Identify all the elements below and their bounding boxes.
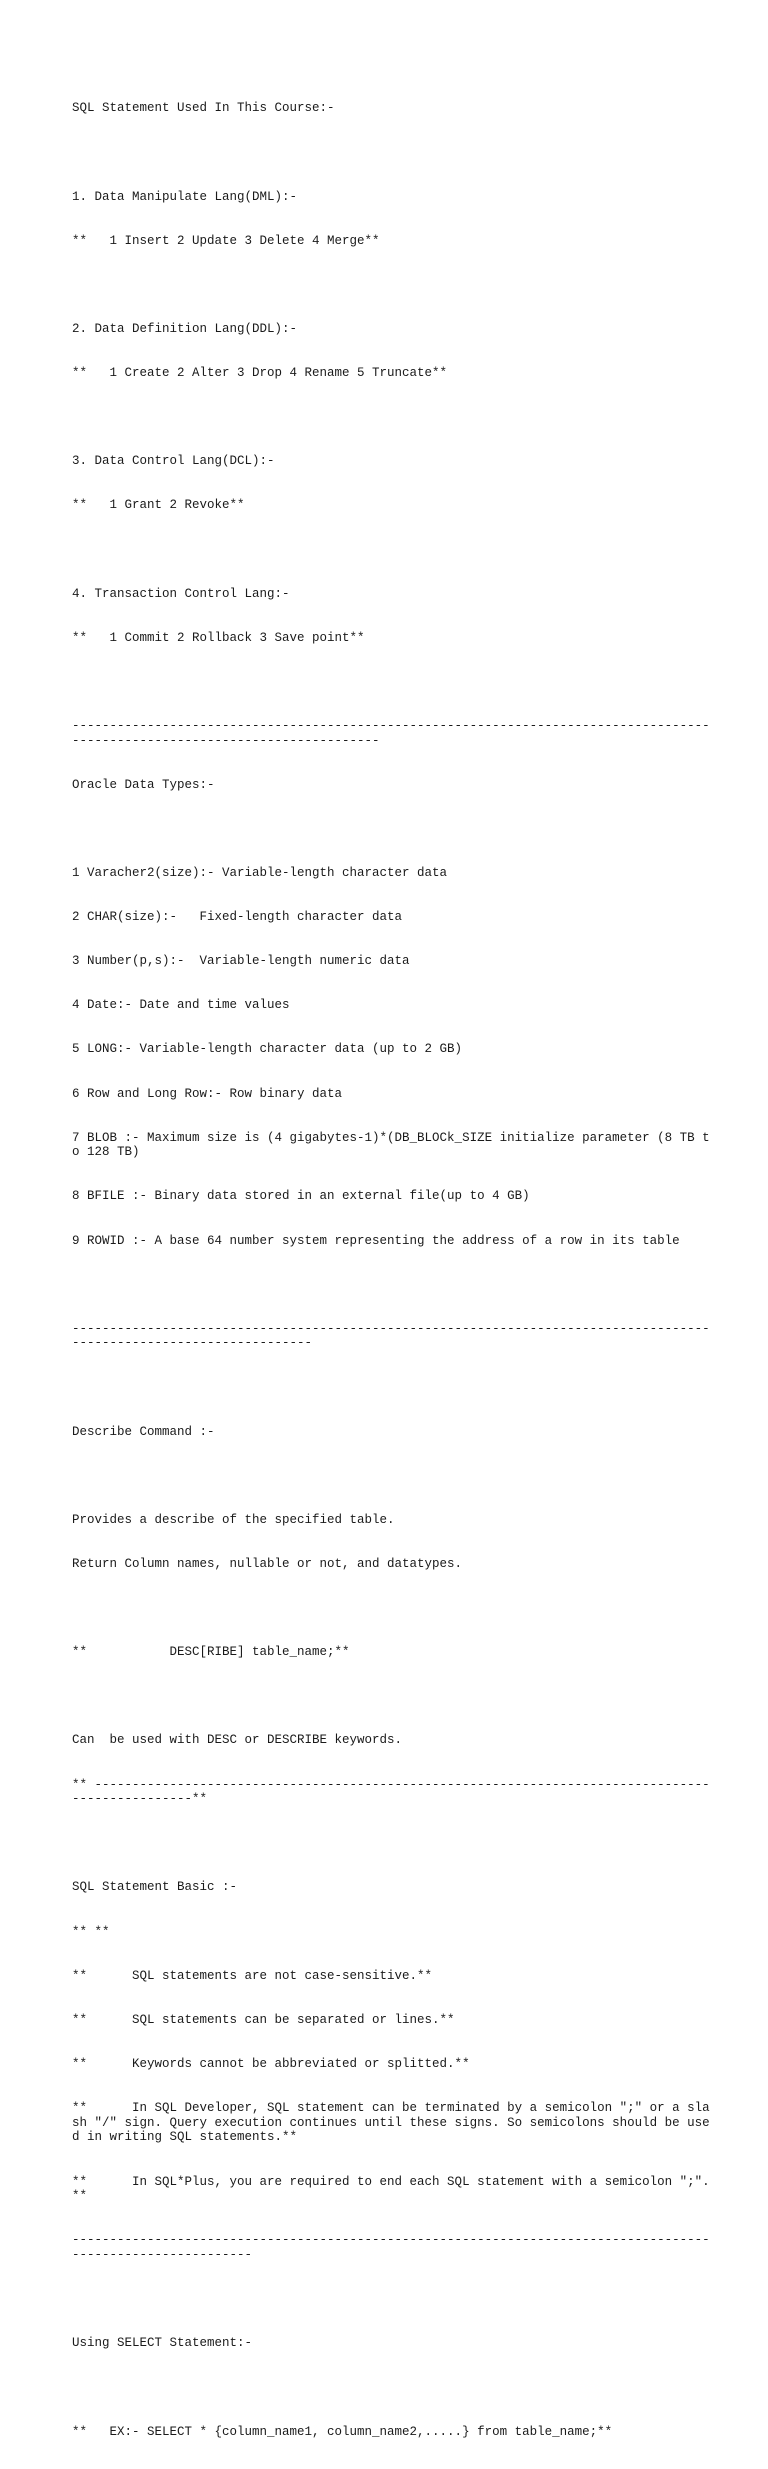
data-type-item: 7 BLOB :- Maximum size is (4 gigabytes-1)*(DB_BLOCk_SIZE initialize parameter (8 TB to 128 TB)	[72, 1130, 710, 1160]
section-heading-select: Using SELECT Statement:-	[72, 2336, 253, 2351]
data-type-item: 2 CHAR(size):- Fixed-length character data	[72, 910, 403, 925]
section-heading-basics: SQL Statement Basic :-	[72, 1880, 238, 1895]
section-heading-sql-statements: SQL Statement Used In This Course:-	[72, 101, 335, 116]
blank-line	[72, 2380, 712, 2395]
document-text	[72, 72, 712, 2469]
tcl-heading: 4. Transaction Control Lang:-	[72, 586, 290, 601]
basics-item: ** In SQL Developer, SQL statement can be terminated by a semicolon ";" or a slash "/" sign. Query execution continues until these signs. So semicolons should be used in writing SQL statements.**	[72, 2101, 710, 2145]
data-type-item: 6 Row and Long Row:- Row binary data	[72, 1086, 343, 1101]
blank-line	[72, 278, 712, 293]
blank-line	[72, 1836, 712, 1851]
separator-line: ------------------------------------------------------------------------------------------------------------------------------	[72, 718, 710, 748]
blank-line	[72, 1381, 712, 1396]
blank-line	[72, 822, 712, 837]
blank-line	[72, 410, 712, 425]
tcl-items: ** 1 Commit 2 Rollback 3 Save point**	[72, 630, 365, 645]
blank-line	[72, 543, 712, 558]
basics-marker: ** **	[72, 1924, 110, 1939]
dcl-items: ** 1 Grant 2 Revoke**	[72, 498, 245, 513]
blank-line	[72, 146, 712, 161]
describe-syntax: ** DESC[RIBE] table_name;**	[72, 1645, 350, 1660]
data-type-item: 1 Varacher2(size):- Variable-length character data	[72, 865, 448, 880]
data-type-item: 9 ROWID :- A base 64 number system representing the address of a row in its table	[72, 1233, 680, 1248]
section-heading-describe: Describe Command :-	[72, 1424, 215, 1439]
basics-item: ** SQL statements are not case-sensitive.**	[72, 1968, 433, 1983]
basics-item: ** Keywords cannot be abbreviated or splitted.**	[72, 2056, 470, 2071]
blank-line	[72, 675, 712, 690]
separator-line: ** --------------------------------------------------------------------------------------------------**	[72, 1777, 710, 1807]
ddl-heading: 2. Data Definition Lang(DDL):-	[72, 321, 298, 336]
describe-note: Can be used with DESC or DESCRIBE keywords.	[72, 1733, 403, 1748]
blank-line	[72, 1601, 712, 1616]
basics-item: ** In SQL*Plus, you are required to end each SQL statement with a semicolon ";".**	[72, 2174, 710, 2204]
data-type-item: 4 Date:- Date and time values	[72, 998, 290, 1013]
blank-line	[72, 1689, 712, 1704]
dml-heading: 1. Data Manipulate Lang(DML):-	[72, 189, 298, 204]
basics-item: ** SQL statements can be separated or lines.**	[72, 2012, 455, 2027]
blank-line	[72, 2292, 712, 2307]
describe-text: Provides a describe of the specified table.	[72, 1512, 395, 1527]
data-type-item: 5 LONG:- Variable-length character data (up to 2 GB)	[72, 1042, 463, 1057]
separator-line: ---------------------------------------------------------------------------------------------------------------------	[72, 1321, 710, 1351]
separator-line: -------------------------------------------------------------------------------------------------------------	[72, 2233, 710, 2263]
blank-line	[72, 1469, 712, 1484]
describe-text: Return Column names, nullable or not, and datatypes.	[72, 1557, 463, 1572]
data-type-item: 3 Number(p,s):- Variable-length numeric data	[72, 954, 410, 969]
select-example: ** EX:- SELECT * {column_name1, column_name2,.....} from table_name;**	[72, 2424, 613, 2439]
dcl-heading: 3. Data Control Lang(DCL):-	[72, 454, 275, 469]
data-type-item: 8 BFILE :- Binary data stored in an external file(up to 4 GB)	[72, 1189, 530, 1204]
section-heading-data-types: Oracle Data Types:-	[72, 777, 215, 792]
blank-line	[72, 1278, 712, 1293]
dml-items: ** 1 Insert 2 Update 3 Delete 4 Merge**	[72, 233, 380, 248]
ddl-items: ** 1 Create 2 Alter 3 Drop 4 Rename 5 Truncate**	[72, 366, 448, 381]
